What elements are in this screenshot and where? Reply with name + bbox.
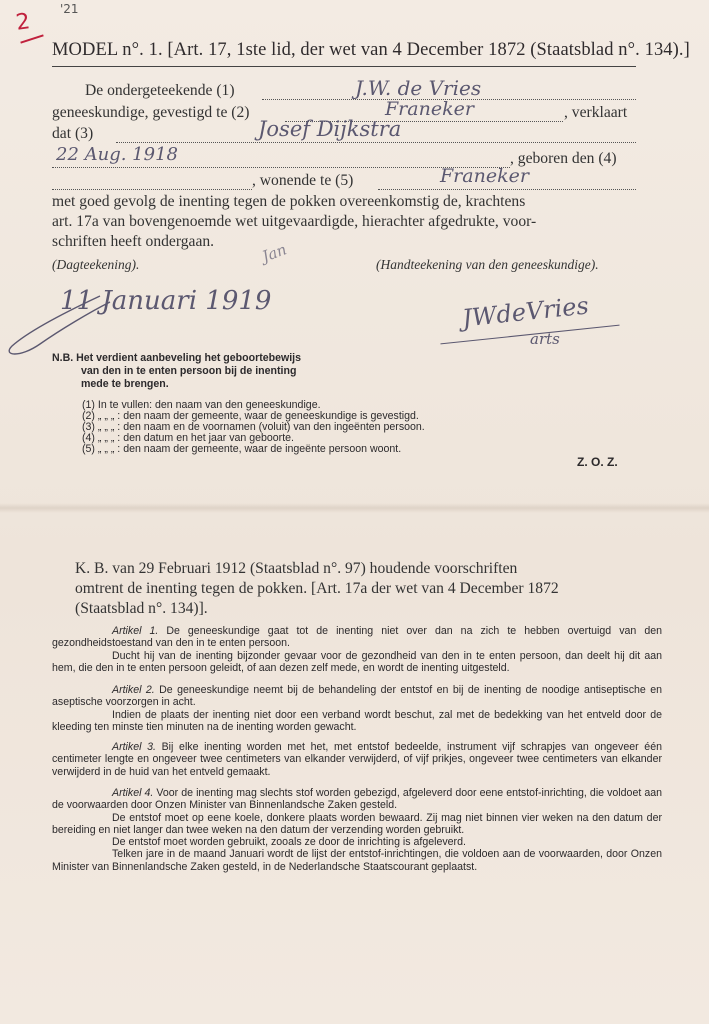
footnote-3: (3) „ „ „ : den naam en de voornamen (voluit) van den ingeënten persoon. (82, 421, 425, 433)
header-rule (52, 66, 636, 67)
corner-note: '21 (60, 2, 79, 16)
nb-line-2: van den in te enten persoon bij de inenting (81, 365, 297, 377)
article-4-text: Voor de inenting mag slechts stof worden gebezigd, afgeleverd door eene entstof-inrichting, die voldoet aan de voorwaarden door Onzen Minister van Binnenlandsche Zaken gesteld. (52, 787, 662, 812)
article-3-title: Artikel 3. (112, 741, 156, 753)
article-4-para3: De entstof moet worden gebruikt, zooals ze door de inrichting is afgeleverd. (112, 836, 466, 849)
kb-line-1: K. B. van 29 Februari 1912 (Staatsblad n°. 97) houdende voorschriften (75, 560, 518, 577)
body-line-2: art. 17a van bovengenoemde wet uitgevaardigde, hierachter afgedrukte, voor- (52, 213, 537, 230)
article-4 (52, 787, 662, 873)
zoz-label: Z. O. Z. (577, 455, 618, 469)
document-header: MODEL n°. 1. [Art. 17, 1ste lid, der wet van 4 December 1872 (Staatsblad n°. 134).] (52, 40, 690, 60)
line3-label: dat (3) (52, 125, 94, 142)
signature-title: arts (530, 330, 560, 348)
kb-line-3: (Staatsblad n°. 134)]. (75, 600, 208, 617)
corner-number: 2 (14, 9, 32, 36)
line1-label: De ondergeteekende (1) (85, 82, 235, 99)
written-date: 11 Januari 1919 (60, 286, 272, 316)
line4-middle: , wonende te (5) (252, 172, 354, 189)
article-1 (52, 625, 662, 674)
birth-date-value: 22 Aug. 1918 (56, 144, 178, 165)
nb-line-1: N.B. Het verdient aanbeveling het geboortebewijs (52, 352, 302, 364)
page-fold (0, 503, 709, 513)
article-1-text: De geneeskundige gaat tot de inenting niet over dan na zich te hebben overtuigd van den gezondheidstoestand van den in te enten persoon. (52, 625, 662, 650)
article-4-para4: Telken jare in de maand Januari wordt de lijst der entstof-inrichtingen, die voldoen aan de voorwaarden, door Onzen Minister van Binnenlandsche Zaken gesteld, in de Nederlandsche Staatscourant geplaatst. (52, 848, 662, 873)
article-1-title: Artikel 1. (112, 625, 159, 637)
residence-value: Franeker (440, 165, 529, 187)
line4-dots-a (52, 189, 252, 190)
article-2-text: De geneeskundige neemt bij de behandeling der entstof en bij de inenting de noodige antiseptische en aseptische voorzorgen in acht. (52, 684, 663, 709)
line2-suffix: , verklaart (564, 104, 628, 121)
article-4-title: Artikel 4. (112, 787, 154, 799)
margin-note: Jan (259, 240, 289, 266)
line3-suffix: , geboren den (4) (510, 150, 617, 167)
line3-value: Josef Dijkstra (258, 117, 402, 141)
footnote-4: (4) „ „ „ : den datum en het jaar van geboorte. (82, 432, 294, 444)
line1-value: J.W. de Vries (355, 76, 482, 100)
nb-line-3: mede te brengen. (81, 378, 169, 390)
article-3 (52, 741, 662, 778)
article-2-para2: Indien de plaats der inenting niet door een verband wordt beschut, zal met de bedekking van het entveld door de kleeding ten minste tien minuten na de inenting worden gewacht. (52, 708, 662, 733)
article-2 (52, 684, 662, 733)
kb-line-2: omtrent de inenting tegen de pokken. [Art. 17a der wet van 4 December 1872 (75, 580, 559, 597)
article-2-title: Artikel 2. (112, 684, 155, 696)
handteekening-label: (Handteekening van den geneeskundige). (376, 257, 599, 272)
body-line-1: met goed gevolg de inenting tegen de pokken overeenkomstig de, krachtens (52, 193, 526, 210)
article-4-para2: De entstof moet op eene koele, donkere plaats worden bewaard. Zij mag niet binnen vier weken na den datum der bereiding en niet langer dan twee weken na den datum der verzending worden gebruikt. (52, 811, 662, 836)
signature: JWdeVries (460, 291, 590, 333)
footnote-2: (2) „ „ „ : den naam der gemeente, waar de geneeskundige is gevestigd. (82, 410, 419, 422)
article-1-para2: Ducht hij van de inenting bijzonder gevaar voor de gezondheid van den in te enten persoon, dan deelt hij dit aan hem, die den in te enten persoon geleidt, of aan dezen zelf mede, en wordt de inenting uitgesteld. (52, 649, 662, 674)
footnote-1: (1) In te vullen: den naam van den geneeskundige. (82, 399, 321, 411)
line2-value: Franeker (385, 98, 474, 120)
footnote-5: (5) „ „ „ : den naam der gemeente, waar de ingeënte persoon woont. (82, 443, 402, 455)
article-3-text: Bij elke inenting worden met het, met entstof bedeelde, instrument vijf schrapjes van ongeveer één centimeter lengte en ongeveer twee centimeters van elkander verwijderd, of vijf prikjes, ongeveer twee centimeters van elkander verwijderd in de huid van het entveld gemaakt. (52, 741, 662, 778)
dagteekening-label: (Dagteekening). (52, 257, 140, 272)
line4-dots-b (378, 189, 636, 190)
body-line-3: schriften heeft ondergaan. (52, 233, 215, 250)
line2-label: geneeskundige, gevestigd te (2) (52, 104, 250, 121)
line3-dots-a (116, 142, 636, 143)
